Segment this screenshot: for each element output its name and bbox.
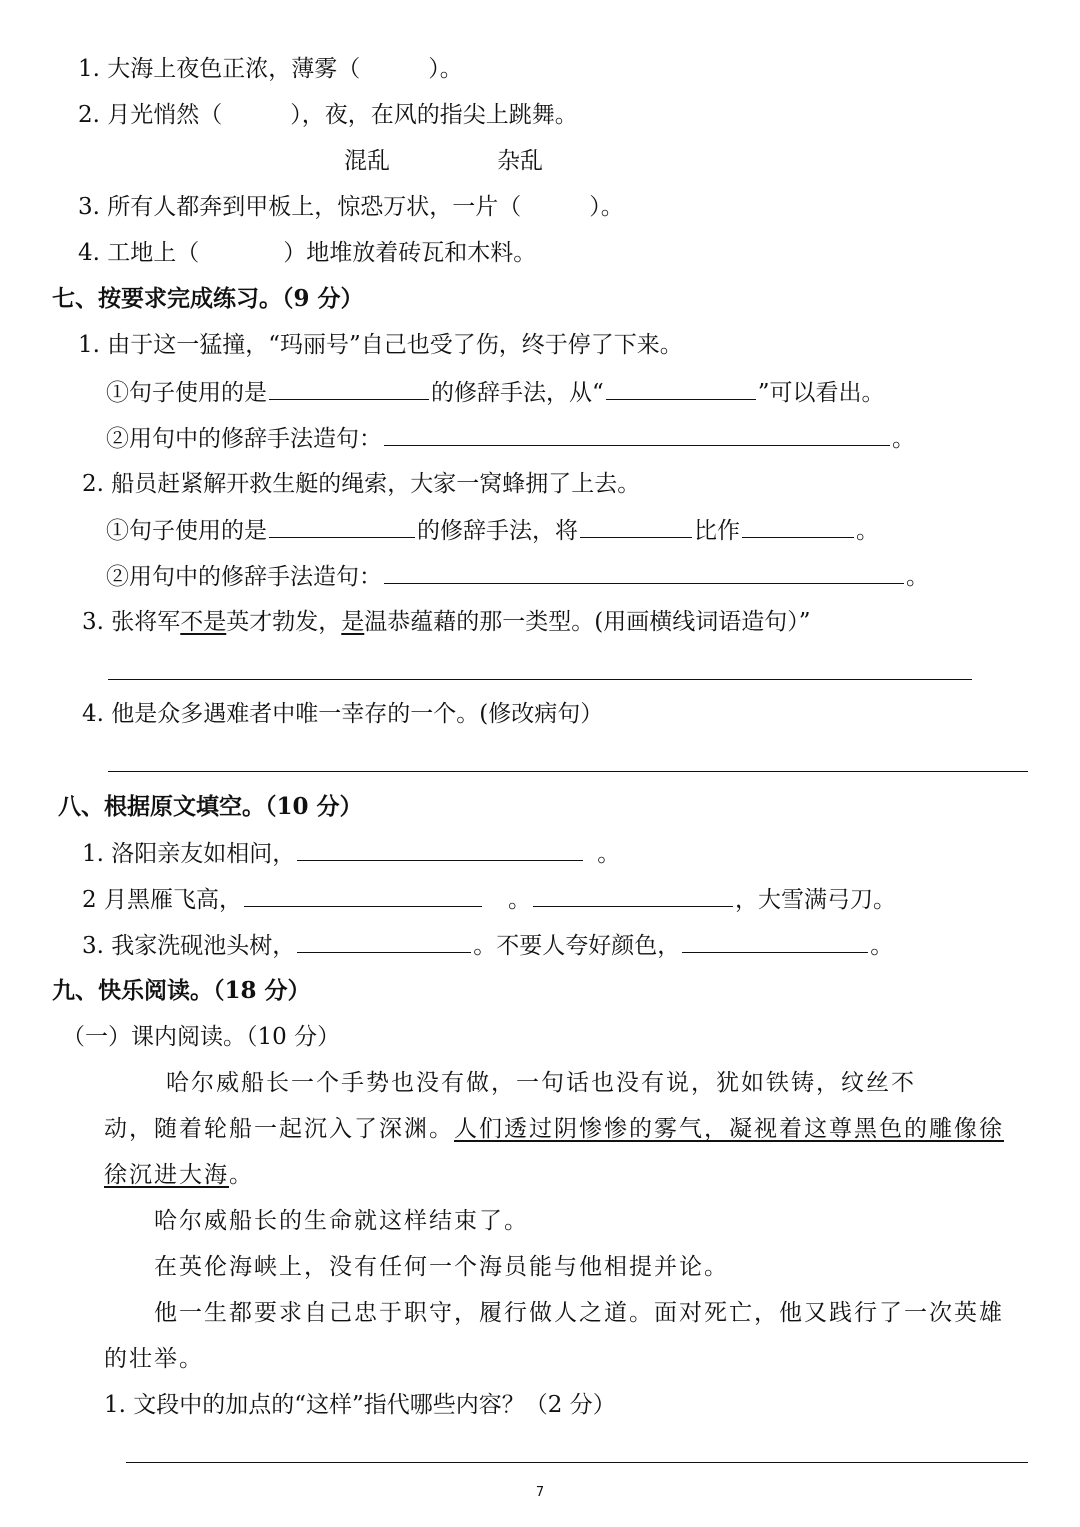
s6-option-1: 混乱 xyxy=(344,148,390,174)
reading-underlined-sentence-end: 徐沉进大海 xyxy=(104,1162,229,1188)
s6-q1-blank[interactable] xyxy=(362,54,426,76)
s6-q3: 3. 所有人都奔到甲板上，惊恐万状，一片（ ）。 xyxy=(78,194,624,220)
s8-q2-blank-2[interactable] xyxy=(533,884,733,907)
section9-title: 九、快乐阅读。（18 分） xyxy=(52,977,311,1004)
reading-p4-line1: 他一生都要求自己忠于职守，履行做人之道。面对死亡，他又践行了一次英雄 xyxy=(154,1300,1004,1326)
reading-p1-line3: 徐沉进大海。 xyxy=(104,1162,254,1188)
s7-q1: 1. 由于这一猛撞，“玛丽号”自己也受了伤，终于停了下来。 xyxy=(78,332,683,358)
s6-q2: 2. 月光悄然（ ），夜，在风的指尖上跳舞。 xyxy=(78,102,578,128)
s9-q1-answer-line[interactable] xyxy=(126,1462,1028,1463)
s7-q3-underlined-2: 是 xyxy=(341,609,365,635)
s7-q1-b: ②用句中的修辞手法造句： 。 xyxy=(106,423,915,454)
s7-q3-answer-line[interactable] xyxy=(108,679,972,680)
section8-title: 八、根据原文填空。（10 分） xyxy=(58,793,363,820)
reading-p3: 在英伦海峡上，没有任何一个海员能与他相提并论。 xyxy=(154,1254,729,1280)
s6-q3-blank[interactable] xyxy=(523,192,587,214)
page-number: 7 xyxy=(535,1485,545,1500)
s8-q3: 3. 我家洗砚池头树， 。不要人夸好颜色， 。 xyxy=(82,930,893,961)
s8-q1: 1. 洛阳亲友如相问， 。 xyxy=(82,838,620,869)
s6-q2-blank[interactable] xyxy=(224,100,288,122)
s8-q3-blank-2[interactable] xyxy=(682,930,868,953)
s8-q1-blank[interactable] xyxy=(297,838,583,861)
s7-q4: 4. 他是众多遇难者中唯一幸存的一个。(修改病句） xyxy=(82,701,604,727)
s8-q2-blank-1[interactable] xyxy=(244,884,482,907)
reading-p1-line1: 哈尔威船长一个手势也没有做，一句话也没有说，犹如铁铸，纹丝不 xyxy=(166,1070,916,1096)
s7-q1-b-blank[interactable] xyxy=(384,423,890,446)
s7-q2: 2. 船员赶紧解开救生艇的绳索，大家一窝蜂拥了上去。 xyxy=(82,471,641,497)
s7-q2-a-blank-1[interactable] xyxy=(269,515,415,538)
reading-p2: 哈尔威船长的生命就这样结束了。 xyxy=(154,1208,529,1234)
s6-option-2: 杂乱 xyxy=(497,148,543,174)
s7-q2-a: ①句子使用的是 的修辞手法，将 比作 。 xyxy=(106,515,879,546)
s7-q2-b-blank[interactable] xyxy=(384,561,904,584)
s7-q4-answer-line[interactable] xyxy=(108,771,1028,772)
reading-p1-line2: 动，随着轮船一起沉入了深渊。人们透过阴惨惨的雾气，凝视着这尊黑色的雕像徐 xyxy=(104,1116,1004,1142)
s8-q3-blank-1[interactable] xyxy=(297,930,471,953)
s7-q3: 3. 张将军不是英才勃发，是温恭蕴藉的那一类型。(用画横线词语造句）” xyxy=(82,609,811,635)
s7-q1-a-blank-1[interactable] xyxy=(269,377,429,400)
reading-p4-line2: 的壮举。 xyxy=(104,1346,204,1372)
s6-q1: 1. 大海上夜色正浓，薄雾（ ）。 xyxy=(78,56,463,82)
s7-q1-a-blank-2[interactable] xyxy=(606,377,756,400)
s9-q1: 1. 文段中的加点的“这样”指代哪些内容？（2 分） xyxy=(104,1392,616,1418)
s8-q2: 2 月黑雁飞高， 。 ，大雪满弓刀。 xyxy=(82,884,896,915)
reading-underlined-sentence: 人们透过阴惨惨的雾气，凝视着这尊黑色的雕像徐 xyxy=(454,1116,1004,1142)
s7-q1-a: ①句子使用的是 的修辞手法，从“ ”可以看出。 xyxy=(106,377,885,408)
s7-q2-a-blank-2[interactable] xyxy=(580,515,692,538)
s6-q4: 4. 工地上（ ）地堆放着砖瓦和木料。 xyxy=(78,240,537,266)
section7-title: 七、按要求完成练习。（9 分） xyxy=(52,285,364,312)
s6-q4-blank[interactable] xyxy=(201,238,281,260)
s7-q3-underlined-1: 不是 xyxy=(180,609,227,635)
section9-subtitle: （一）课内阅读。（10 分） xyxy=(62,1024,341,1050)
s7-q2-a-blank-3[interactable] xyxy=(742,515,854,538)
s7-q2-b: ②用句中的修辞手法造句： 。 xyxy=(106,561,929,592)
